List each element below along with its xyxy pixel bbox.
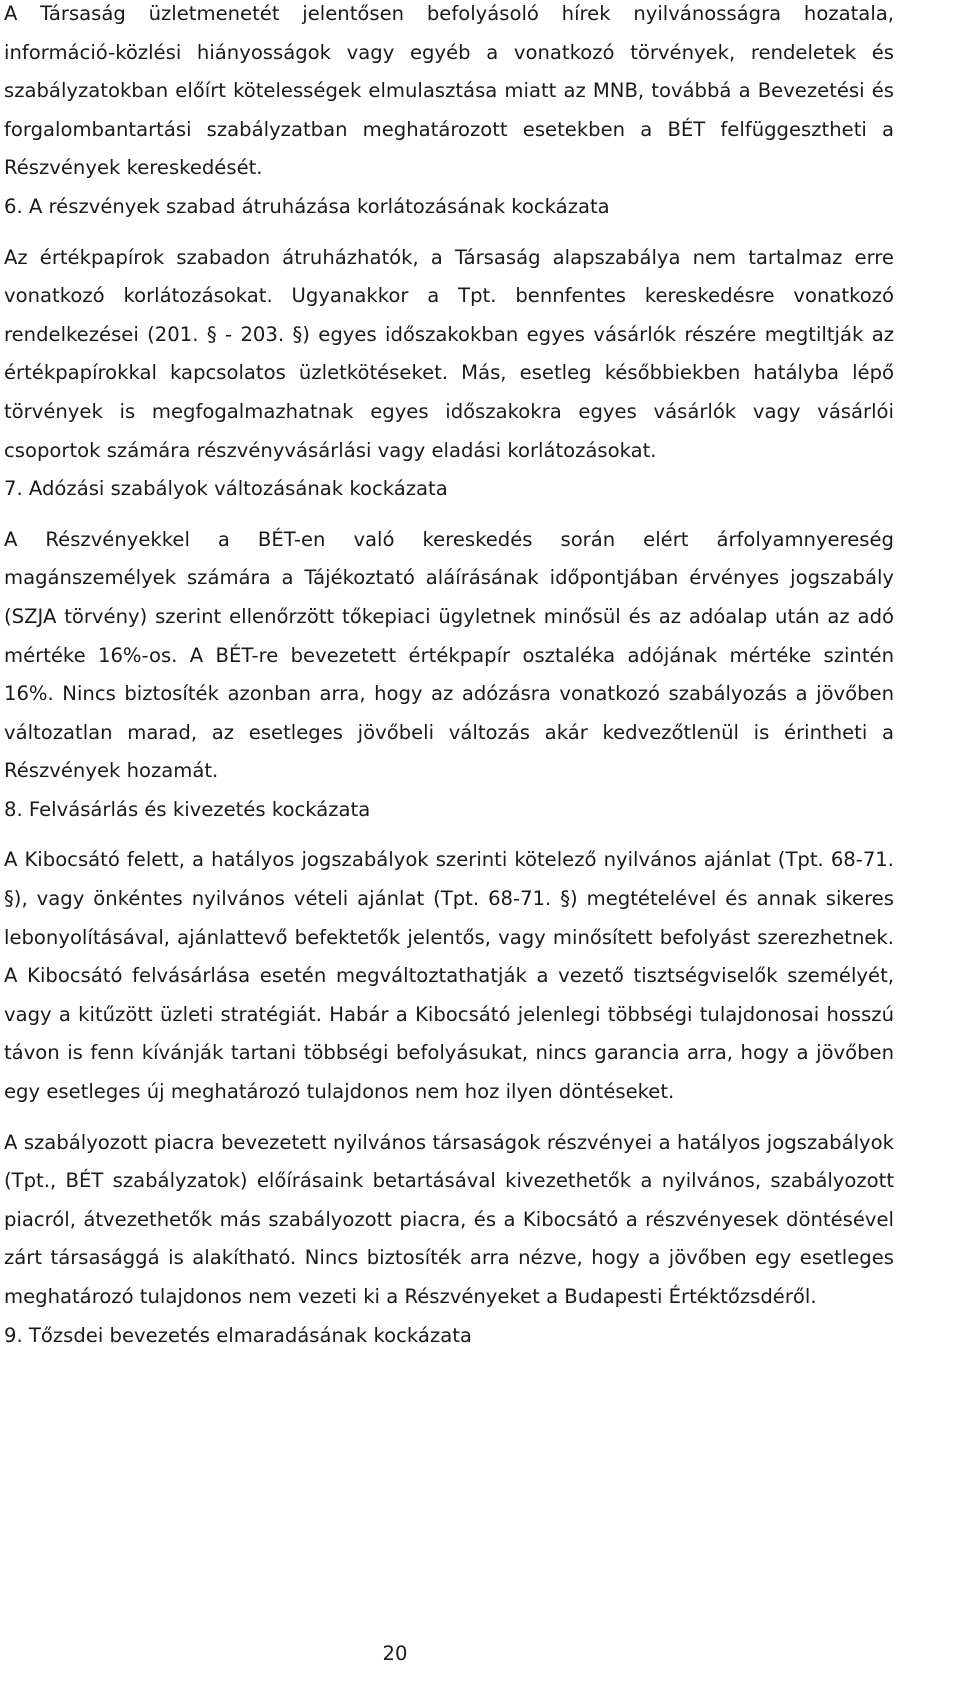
paragraph-tax-rules: A Részvényekkel a BÉT-en való kereskedés során elért árfolyamnyereség magánszemélyek számára a Tájékoztató aláírásának időpontjában érvényes jogszabály (SZJA törvény) szerint ellenőrzött tőkepiaci ügyletnek minősül és az adóalap után az adó mértéke 16%-os. A BÉT-re bevezetett értékpapír osztaléka adójának mértéke szintén 16%. Nincs biztosíték azonban arra, hogy az adózásra vonatkozó szabályozás a jövőben változatlan marad, az esetleges jövőbeli változás akár kedvezőtlenül is érintheti a Részvények hozamát.: [4, 527, 894, 783]
section-heading-9: 9. Tőzsdei bevezetés elmaradásának kockázata: [4, 1323, 472, 1347]
paragraph-takeover: A Kibocsátó felett, a hatályos jogszabályok szerinti kötelező nyilvános ajánlat (Tpt. 68-71. §), vagy önkéntes nyilvános vételi ajánlat (Tpt. 68-71. §) megtételével és annak sikeres lebonyolításával, ajánlattevő befektetők jelentős, vagy minősített befolyást szerezhetnek. A Kibocsátó felvásárlása esetén megváltoztathatják a vezető tisztségviselők személyét, vagy a kitűzött üzleti stratégiát. Habár a Kibocsátó jelenlegi többségi tulajdonosai hosszú távon is fenn kívánják tartani többségi befolyásukat, nincs garancia arra, hogy a jövőben egy esetleges új meghatározó tulajdonos nem hoz ilyen döntéseket.: [4, 848, 894, 1104]
paragraph-transfer-restriction: Az értékpapírok szabadon átruházhatók, a Társaság alapszabálya nem tartalmaz erre vonatkozó korlátozásokat. Ugyanakkor a Tpt. bennfentes kereskedésre vonatkozó rendelkezései (201. § - 203. §) egyes időszakokban egyes vásárlók részére megtiltják az értékpapírokkal kapcsolatos üzletkötéseket. Más, esetleg későbbiekben hatályba lépő törvények is megfogalmazhatnak egyes időszakokra egyes vásárlók vagy vásárlói csoportok számára részvényvásárlási vagy eladási korlátozásokat.: [4, 245, 894, 462]
page-number: 20: [382, 1642, 408, 1665]
section-heading-6: 6. A részvények szabad átruházása korlátozásának kockázata: [4, 194, 610, 218]
page-content: [4, 0, 894, 1355]
section-heading-8: 8. Felvásárlás és kivezetés kockázata: [4, 797, 371, 821]
paragraph-trading-suspension: A Társaság üzletmenetét jelentősen befolyásoló hírek nyilvánosságra hozatala, információ-közlési hiányosságok vagy egyéb a vonatkozó törvények, rendeletek és szabályzatokban előírt kötelességek elmulasztása miatt az MNB, továbbá a Bevezetési és forgalombantartási szabályzatban meghatározott esetekben a BÉT felfüggesztheti a Részvények kereskedését.: [4, 2, 894, 180]
paragraph-delisting: A szabályozott piacra bevezetett nyilvános társaságok részvényei a hatályos jogszabályok (Tpt., BÉT szabályzatok) előírásaink betartásával kivezethetők a nyilvános, szabályozott piacról, átvezethetők más szabályozott piacra, és a Kibocsátó a részvényesek döntésével zárt társasággá is alakítható. Nincs biztosíték arra nézve, hogy a jövőben egy esetleges meghatározó tulajdonos nem vezeti ki a Részvényeket a Budapesti Értéktőzsdéről.: [4, 1130, 894, 1308]
section-heading-7: 7. Adózási szabályok változásának kockázata: [4, 477, 448, 501]
